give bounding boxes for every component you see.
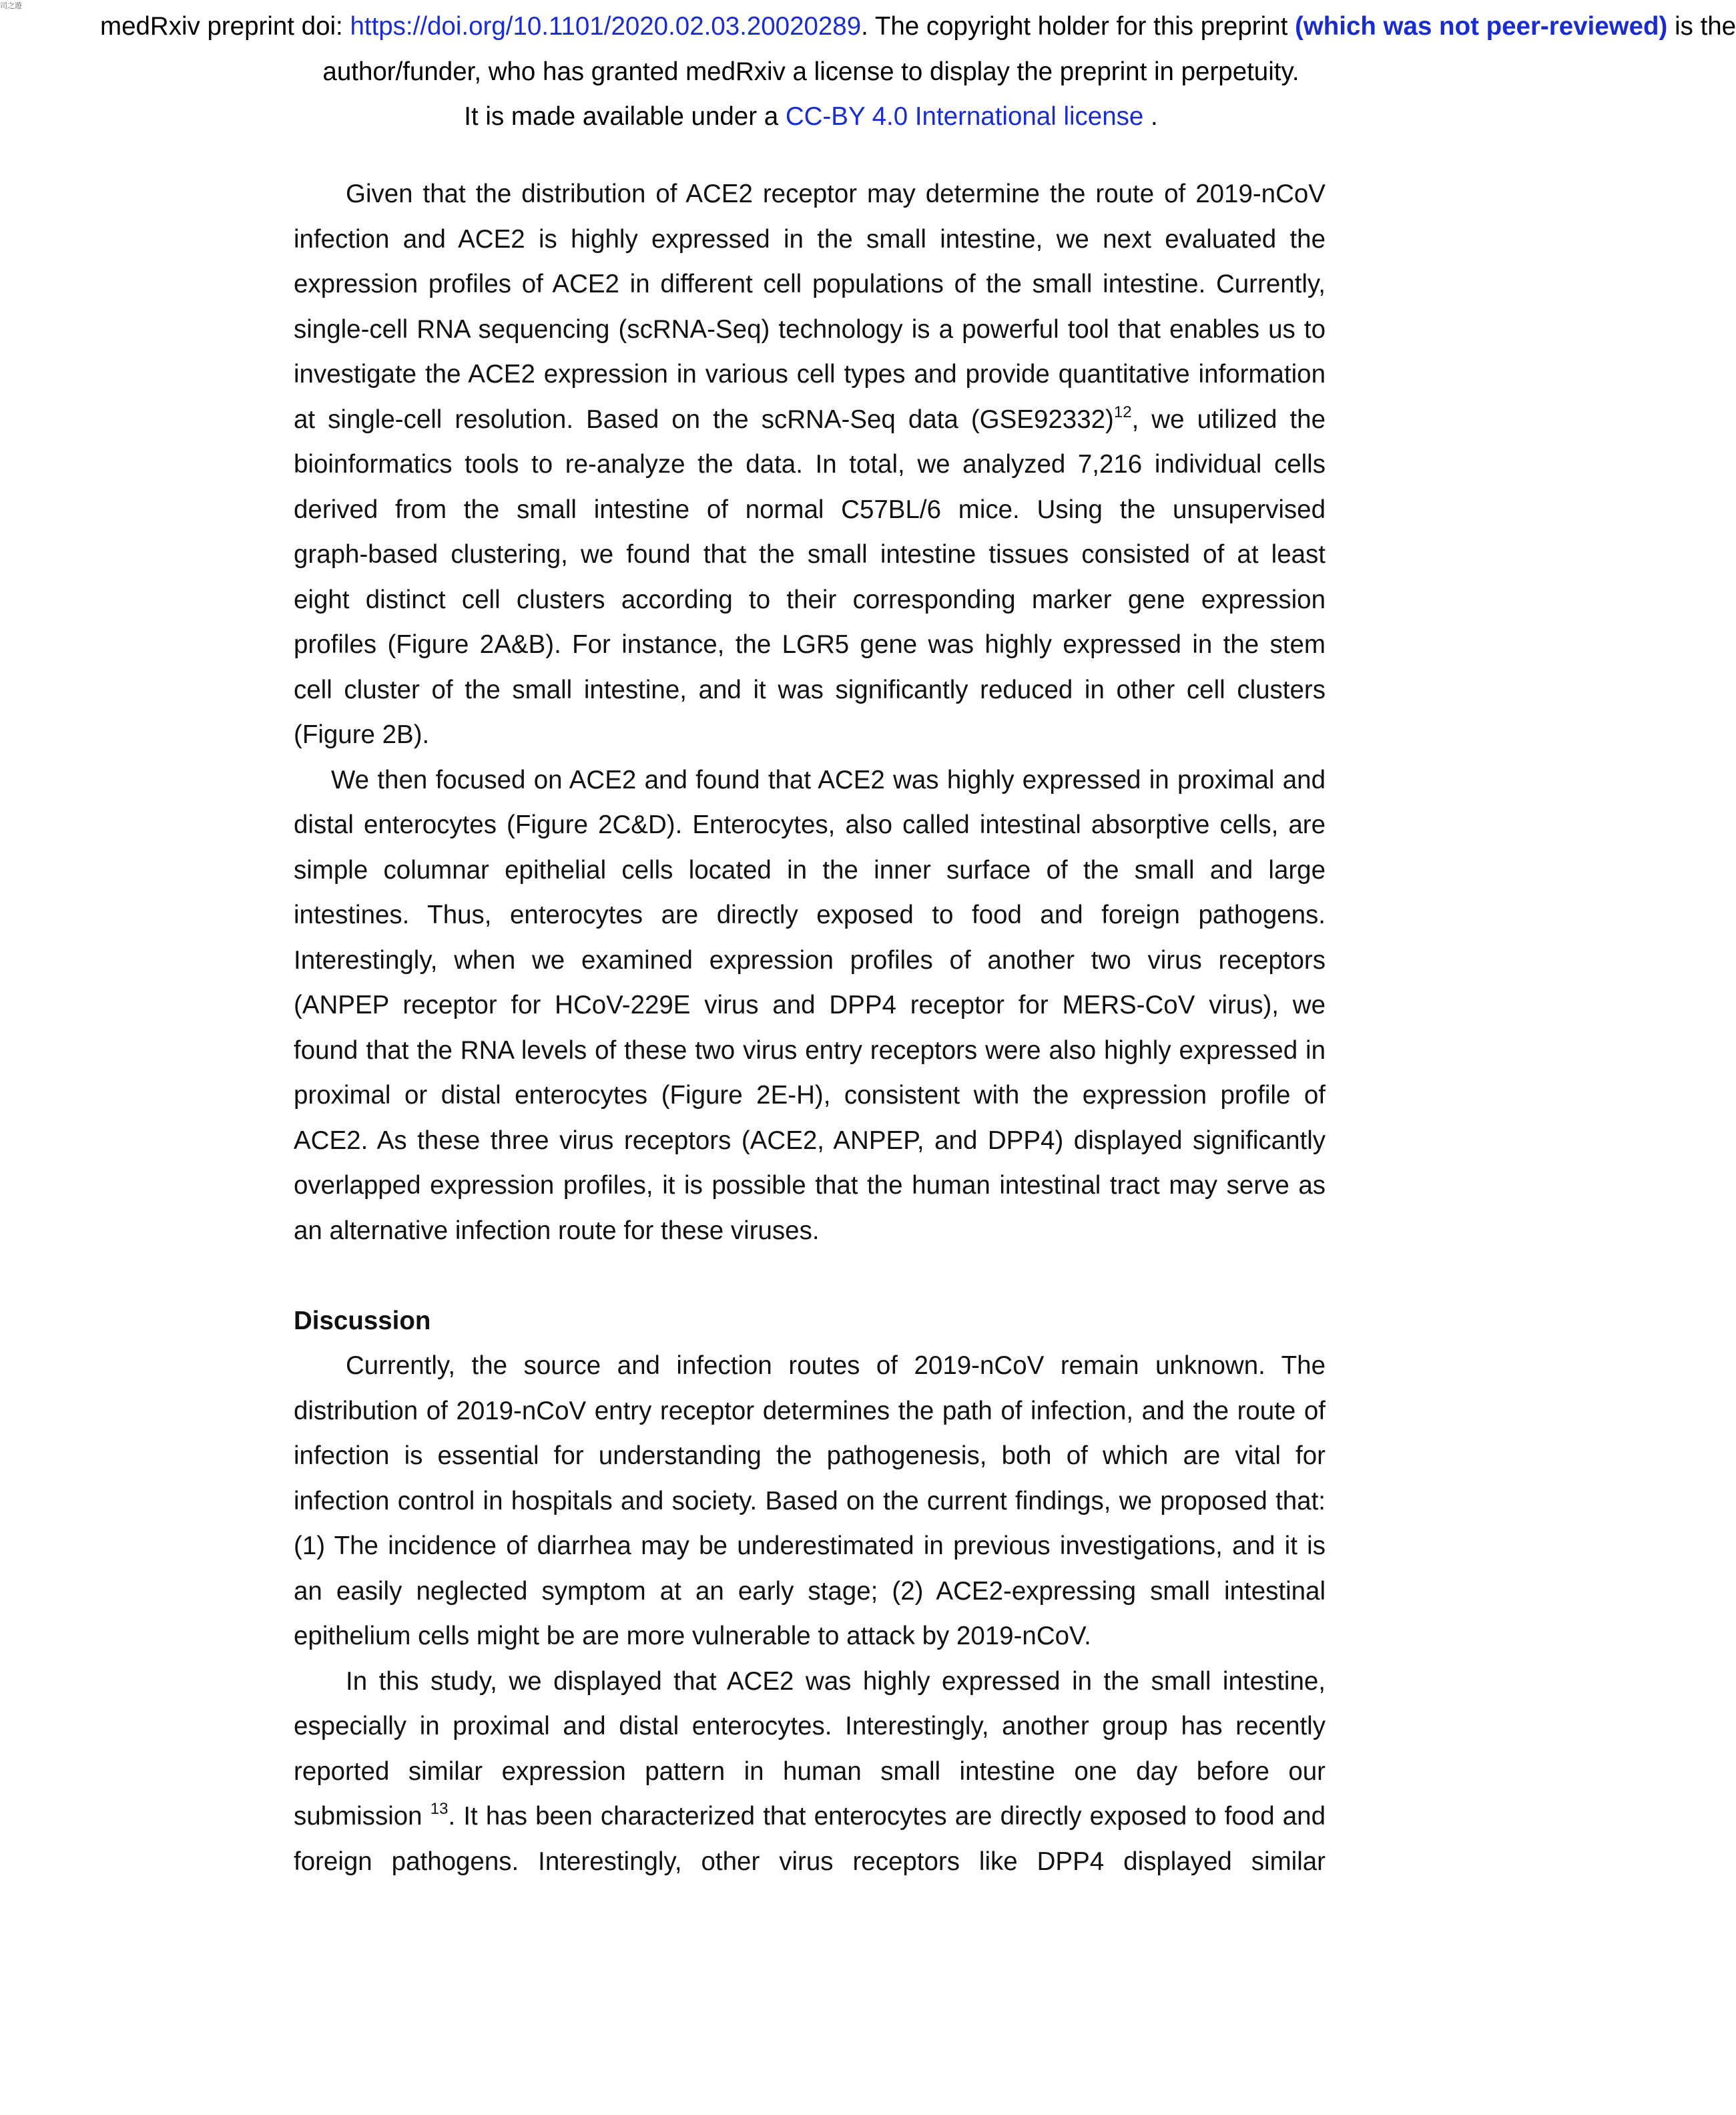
paragraph-4-line: especially in proximal and distal enterocytes. Interestingly, another group has recently bbox=[294, 1712, 1326, 1740]
header-line-1-end: is the bbox=[1667, 12, 1736, 41]
paragraph-1-line: derived from the small intestine of normal C57BL/6 mice. Using the unsupervised bbox=[294, 495, 1326, 524]
paragraph-2-line: distal enterocytes (Figure 2C&D). Enterocytes, also called intestinal absorptive cells, are bbox=[294, 810, 1326, 839]
paragraph-1-line: profiles (Figure 2A&B). For instance, the LGR5 gene was highly expressed in the stem bbox=[294, 630, 1326, 659]
paragraph-3-line: epithelium cells might be are more vulnerable to attack by 2019-nCoV. bbox=[294, 1622, 1091, 1650]
citation-superscript: 13 bbox=[430, 1800, 449, 1818]
paragraph-3-line: an easily neglected symptom at an early stage; (2) ACE2-expressing small intestinal bbox=[294, 1576, 1326, 1606]
doi-link[interactable]: https://doi.org/10.1101/2020.02.03.20020289 bbox=[350, 12, 862, 41]
header-doi-prefix: medRxiv preprint doi: bbox=[100, 12, 350, 41]
paragraph-1-line: investigate the ACE2 expression in various cell types and provide quantitative information bbox=[294, 360, 1326, 389]
paragraph-1-line: Given that the distribution of ACE2 receptor may determine the route of 2019-nCoV bbox=[346, 180, 1326, 208]
paragraph-1-line: infection and ACE2 is highly expressed in the small intestine, we next evaluated the bbox=[294, 224, 1326, 254]
paragraph-2-line: ACE2. As these three virus receptors (ACE2, ANPEP, and DPP4) displayed significantly bbox=[294, 1126, 1326, 1155]
paragraph-2-line: (ANPEP receptor for HCoV-229E virus and DPP4 receptor for MERS-CoV virus), we bbox=[294, 991, 1326, 1019]
paragraph-2-line: an alternative infection route for these viruses. bbox=[294, 1216, 820, 1245]
paragraph-4-line: reported similar expression pattern in human small intestine one day before our bbox=[294, 1756, 1326, 1786]
citation-superscript: 12 bbox=[1113, 403, 1132, 421]
paragraph-2-line: found that the RNA levels of these two virus entry receptors were also highly expressed in bbox=[294, 1035, 1326, 1065]
not-peer-reviewed-label: (which was not peer-reviewed) bbox=[1294, 12, 1668, 41]
paragraph-2-line: We then focused on ACE2 and found that ACE2 was highly expressed in proximal and bbox=[331, 765, 1326, 794]
paragraph-1-line: cell cluster of the small intestine, and it was significantly reduced in other cell clusters bbox=[294, 675, 1326, 704]
paragraph-4-line: In this study, we displayed that ACE2 was highly expressed in the small intestine, bbox=[346, 1666, 1326, 1696]
paragraph-3-line: infection control in hospitals and society. Based on the current findings, we proposed that: bbox=[294, 1486, 1326, 1515]
paragraph-2-line: simple columnar epithelial cells located in the inner surface of the small and large bbox=[294, 855, 1326, 885]
paragraph-1-line: graph-based clustering, we found that the small intestine tissues consisted of at least bbox=[294, 540, 1326, 569]
paragraph-2-line: intestines. Thus, enterocytes are directly exposed to food and foreign pathogens. bbox=[294, 901, 1326, 929]
paragraph-1-line: at single-cell resolution. Based on the scRNA-Seq data $(GSE92332)^{12}$, we utilized the bbox=[294, 403, 1326, 434]
paragraph-2-line: overlapped expression profiles, it is possible that the human intestinal tract may serve as bbox=[294, 1171, 1326, 1200]
paragraph-2-line: proximal or distal enterocytes (Figure 2E-H), consistent with the expression profile of bbox=[294, 1081, 1326, 1110]
paragraph-3-line: distribution of 2019-nCoV entry receptor determines the path of infection, and the route of bbox=[294, 1396, 1326, 1425]
paragraph-3-line: (1) The incidence of diarrhea may be underestimated in previous investigations, and it is bbox=[294, 1532, 1326, 1560]
preprint-header bbox=[100, 4, 1736, 140]
header-line-2: author/funder, who has granted medRxiv a license to display the preprint in perpetuity. bbox=[322, 57, 1299, 86]
license-link[interactable]: CC-BY 4.0 International license bbox=[785, 102, 1144, 131]
header-license-prefix: It is made available under a bbox=[464, 102, 786, 131]
paragraph-3-line: infection is essential for understanding the pathogenesis, both of which are vital for bbox=[294, 1441, 1326, 1470]
section-heading-discussion: Discussion bbox=[294, 1306, 431, 1335]
paragraph-4-line: submission $^{13}$. It has been characterized that enterocytes are directly exposed to food and bbox=[294, 1800, 1326, 1831]
article-body bbox=[294, 172, 1326, 1884]
corner-mark: 司之遊 bbox=[0, 1, 22, 10]
paragraph-1-line: eight distinct cell clusters according to their corresponding marker gene expression bbox=[294, 585, 1326, 614]
paragraph-1-line: single-cell RNA sequencing (scRNA-Seq) technology is a powerful tool that enables us to bbox=[294, 314, 1326, 344]
header-copyright-text: . The copyright holder for this preprint bbox=[861, 12, 1295, 41]
section-spacer bbox=[294, 1253, 1326, 1299]
paragraph-3-line: Currently, the source and infection routes of 2019-nCoV remain unknown. The bbox=[346, 1351, 1326, 1380]
paragraph-1-line: expression profiles of ACE2 in different cell populations of the small intestine. Currently, bbox=[294, 270, 1326, 298]
paragraph-1-line: bioinformatics tools to re-analyze the data. In total, we analyzed 7,216 individual cells bbox=[294, 450, 1326, 479]
header-line-1 bbox=[100, 4, 1736, 49]
paragraph-2-line: Interestingly, when we examined expression profiles of another two virus receptors bbox=[294, 945, 1326, 975]
paragraph-4-line: foreign pathogens. Interestingly, other virus receptors like DPP4 displayed similar bbox=[294, 1847, 1326, 1876]
header-line-3 bbox=[100, 94, 1522, 140]
paragraph-1-line: (Figure 2B). bbox=[294, 720, 430, 749]
header-license-suffix: . bbox=[1143, 102, 1158, 131]
